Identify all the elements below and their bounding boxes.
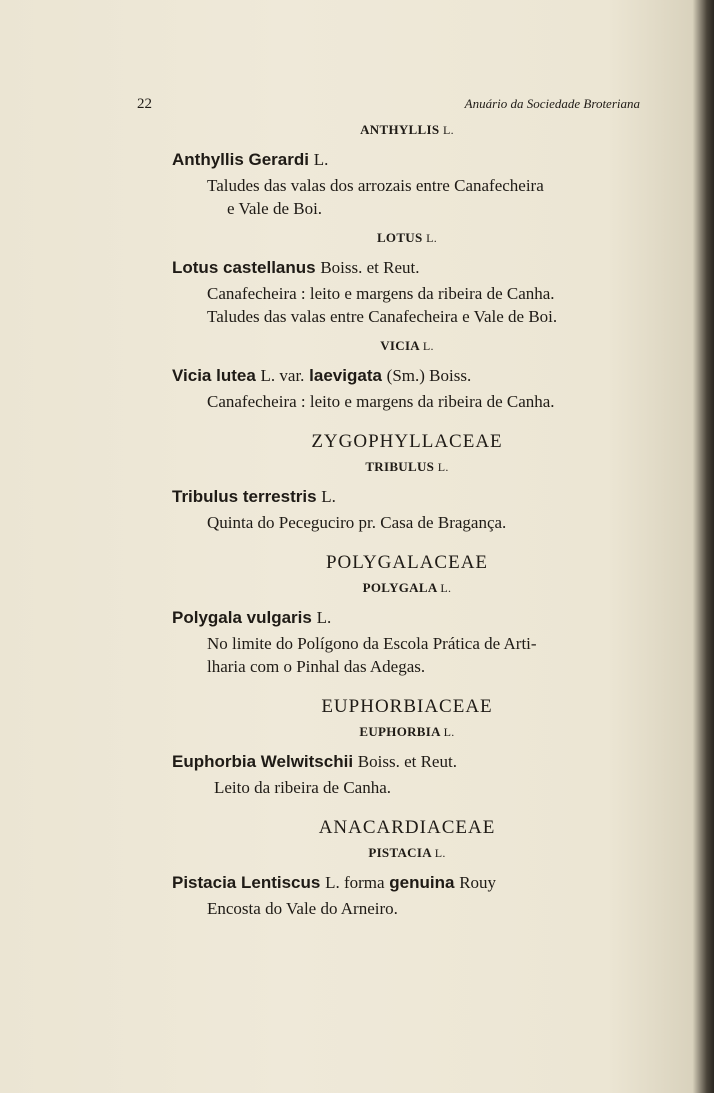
genus-authority: L. [434,846,446,860]
form-name: genuina [389,873,455,892]
species-pistacia-lentiscus [172,869,642,897]
locality-euphorbia [214,776,642,799]
variety-name: laevigata [309,366,382,385]
locality-line: Taludes das valas dos arrozais entre Canafecheira [207,176,544,195]
species-name: Lotus castellanus [172,258,316,277]
locality-line: lharia com o Pinhal das Adegas. [207,657,426,676]
page-content [172,120,642,920]
locality-line: Taludes das valas entre Canafecheira e Vale de Boi. [207,307,558,326]
genus-name: PISTACIA [368,845,432,860]
locality-line: Canafecheira : leito e margens da ribeira de Canha. [207,392,555,411]
locality-line: Canafecheira : leito e margens da ribeira de Canha. [207,284,555,303]
genus-heading-polygala [172,578,642,598]
genus-authority: L. [442,123,454,137]
species-authority: L. [321,487,336,506]
locality-pistacia [207,897,642,920]
genus-heading-vicia [172,336,642,356]
genus-name: EUPHORBIA [359,724,441,739]
genus-authority: L. [443,725,455,739]
genus-authority: L. [426,231,438,245]
species-name: Polygala vulgaris [172,608,312,627]
family-heading-euphorbiaceae: EUPHORBIACEAE [321,696,493,717]
locality-line: Leito da ribeira de Canha. [214,778,392,797]
locality-anthyllis [207,174,642,220]
locality-line: Encosta do Vale do Arneiro. [207,899,398,918]
family-heading-anacardiaceae: ANACARDIACEAE [318,817,496,838]
species-name: Tribulus terrestris [172,487,317,506]
genus-heading-pistacia [172,843,642,863]
genus-name: POLYGALA [362,580,437,595]
genus-heading-lotus [172,228,642,248]
genus-authority: L. [440,581,452,595]
species-name: Vicia lutea [172,366,256,385]
genus-name: LOTUS [376,230,423,245]
species-polygala-vulgaris [172,604,642,632]
species-euphorbia-welwitschii [172,748,642,776]
species-tribulus-terrestris [172,483,642,511]
locality-line: Quinta do Peceguciro pr. Casa de Bragança. [207,513,507,532]
species-lotus-castellanus [172,254,642,282]
page-number: 22 [137,96,152,112]
family-heading-polygalaceae: POLYGALACEAE [325,552,489,573]
genus-authority: L. [422,339,434,353]
species-rank: L. var. [260,366,305,385]
species-authority: Rouy [459,873,497,892]
genus-name: VICIA [380,338,420,353]
species-authority: L. [313,150,329,169]
genus-authority: L. [437,460,449,474]
genus-name: TRIBULUS [365,459,435,474]
genus-heading-euphorbia [172,722,642,742]
species-authority: Boiss. et Reut. [320,258,420,277]
species-authority: Boiss. et Reut. [357,752,457,771]
genus-name: ANTHYLLIS [360,122,440,137]
species-authority: (Sm.) Boiss. [386,366,472,385]
genus-heading-anthyllis [172,120,642,140]
locality-lotus [207,282,642,328]
species-name: Pistacia Lentiscus [172,873,321,892]
locality-polygala [207,632,642,678]
locality-line: e Vale de Boi. [227,199,323,218]
locality-tribulus [207,511,642,534]
species-name: Euphorbia Welwitschii [172,752,354,771]
species-rank: L. forma [325,873,385,892]
species-vicia-lutea [172,362,642,390]
species-anthyllis-gerardi [172,146,642,174]
genus-heading-tribulus [172,457,642,477]
species-authority: L. [316,608,332,627]
locality-vicia [207,390,642,413]
family-heading-zygophyllaceae: ZYGOPHYLLACEAE [311,431,503,452]
locality-line: No limite do Polígono da Escola Prática de Arti- [207,634,537,653]
running-title: Anuário da Sociedade Broteriana [464,96,640,111]
page-header [137,96,640,116]
species-name: Anthyllis Gerardi [172,150,309,169]
